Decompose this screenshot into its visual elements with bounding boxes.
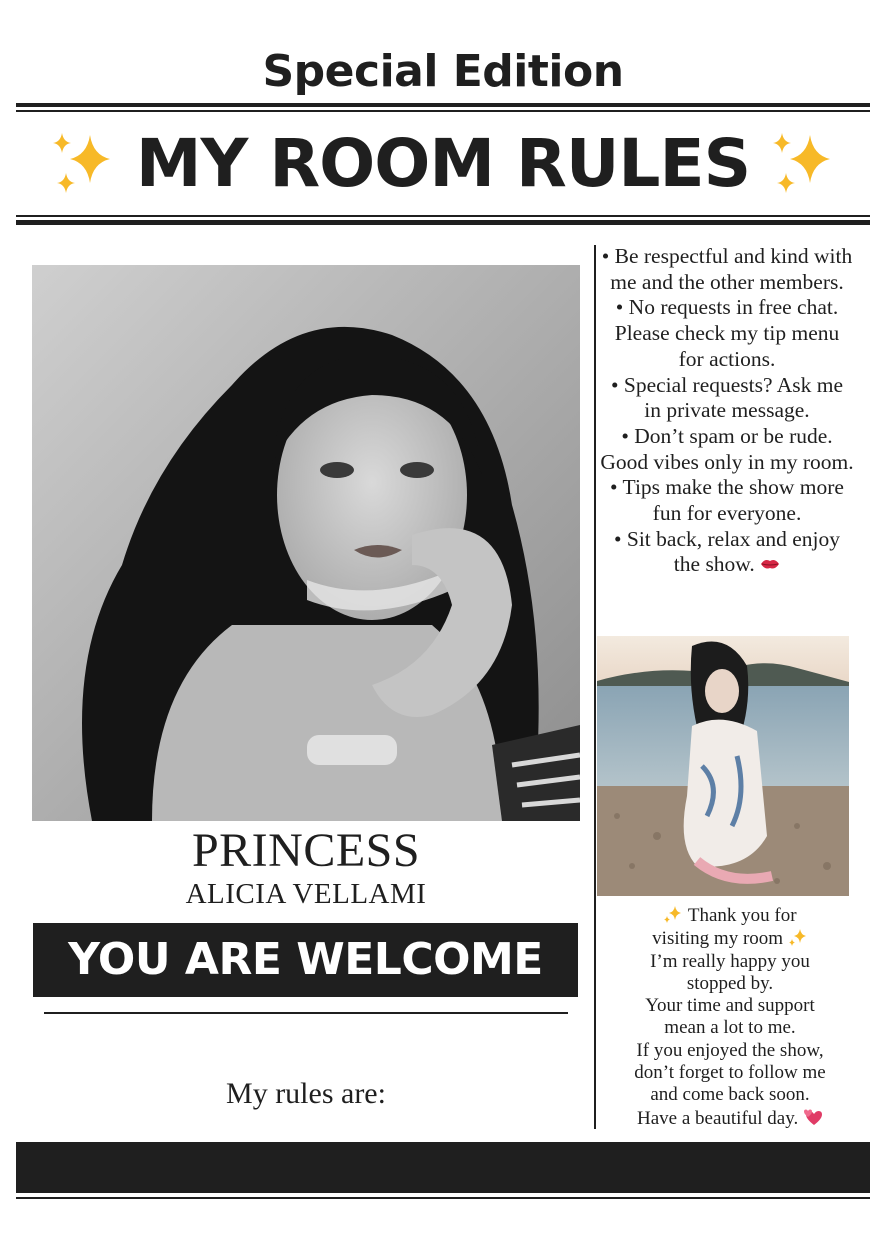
footer-bar <box>16 1142 870 1193</box>
header-divider-bottom <box>16 220 870 225</box>
column-divider <box>594 245 596 1129</box>
sparkles-icon <box>48 129 118 199</box>
profile-photo <box>32 265 580 821</box>
sparkles-icon <box>788 927 808 947</box>
beach-photo <box>597 636 849 896</box>
rules-label: My rules are: <box>226 1077 386 1110</box>
header-divider-top <box>16 103 870 107</box>
list-item: • Special requests? Ask me in private message. <box>610 372 844 423</box>
edition-label: Special Edition <box>262 46 624 97</box>
sparkles-icon <box>663 904 683 924</box>
divider <box>44 1012 568 1014</box>
page-title: MY ROOM RULES <box>135 124 751 202</box>
headline <box>0 112 886 208</box>
sparkles-icon <box>768 129 838 199</box>
welcome-banner: YOU ARE WELCOME <box>33 923 578 997</box>
kiss-lips-icon <box>760 554 780 574</box>
list-item: • Don’t spam or be rude. Good vibes only in my room. <box>600 423 854 474</box>
footer-rule <box>16 1197 870 1199</box>
list-item: • Sit back, relax and enjoy the show. <box>613 526 841 577</box>
header-divider-bottom-thin <box>16 215 870 217</box>
thank-you-note: Thank you for visiting my room I’m really happy you stopped by. Your time and support mean a lot to me. If you enjoyed the show, don’t forget to follow me and come back soon. Have a beautiful day. <box>634 905 826 1129</box>
list-item: • Be respectful and kind with me and the other members. <box>601 244 853 294</box>
profile-subname: ALICIA VELLAMI <box>185 878 427 910</box>
rules-list <box>600 244 854 578</box>
profile-name: PRINCESS <box>191 824 421 877</box>
two-hearts-icon <box>803 1107 823 1127</box>
list-item: • Tips make the show more fun for everyone. <box>610 475 844 526</box>
list-item: • No requests in free chat. Please check my tip menu for actions. <box>614 295 840 371</box>
